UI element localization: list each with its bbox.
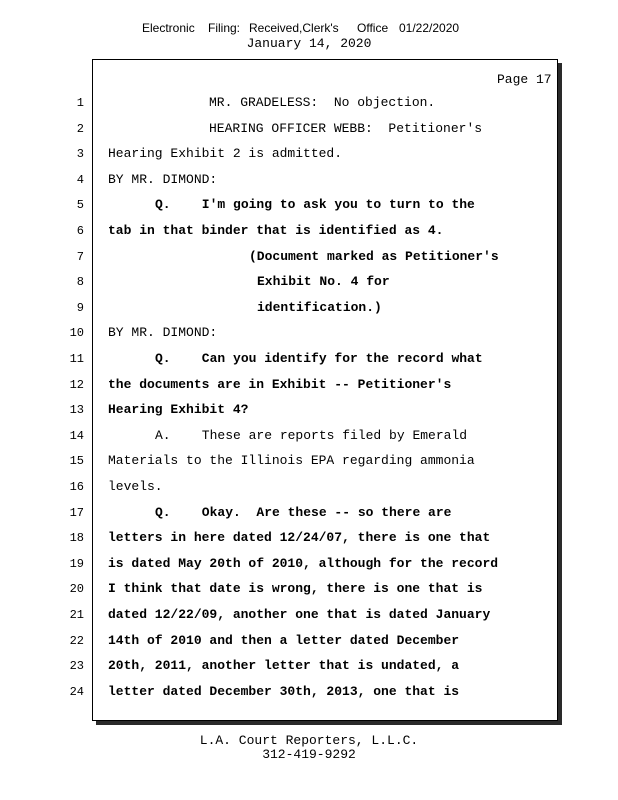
line-number: 22 (69, 633, 84, 648)
transcript-line-text: 20th, 2011, another letter that is undated, a (108, 658, 460, 674)
line-number: 10 (69, 326, 84, 341)
transcript-line-text: tab in that binder that is identified as 4. (108, 223, 444, 238)
line-number: 7 (76, 249, 84, 264)
transcript-line-text: Q. Can you identify for the record what (155, 351, 483, 366)
transcript-line-text: Materials to the Illinois EPA regarding ammonia (108, 453, 475, 469)
line-number: 23 (69, 659, 84, 674)
transcript-line-text: is dated May 20th of 2010, although for the record (108, 555, 499, 571)
line-number: 3 (76, 147, 84, 162)
transcript-line-text: Exhibit No. 4 for (257, 274, 390, 290)
transcript-line-text: (Document marked as Petitioner's (249, 248, 499, 264)
line-number: 12 (69, 377, 84, 392)
transcript-line-text: I think that date is wrong, there is one that is (108, 581, 483, 597)
line-number: 20 (69, 582, 84, 597)
transcript-line-text: Q. I'm going to ask you to turn to the (155, 197, 475, 213)
transcript-line-text: BY MR. DIMOND: (108, 171, 218, 187)
stamp-filing: Filing: (208, 21, 241, 35)
line-number: 9 (76, 300, 84, 315)
transcript-line-text: the documents are in Exhibit -- Petitioner's (108, 376, 452, 392)
line-number: 11 (69, 352, 84, 366)
transcript-line-text: HEARING OFFICER WEBB: Petitioner's (209, 120, 483, 136)
line-number: 19 (69, 556, 84, 571)
transcript-line-text: BY MR. DIMOND: (108, 325, 218, 341)
line-number: 6 (76, 224, 84, 238)
line-number: 2 (76, 121, 84, 136)
footer-phone: 312-419-9292 (262, 747, 356, 762)
transcript-line-text: Q. Okay. Are these -- so there are (155, 504, 452, 520)
footer-company: L.A. Court Reporters, L.L.C. (199, 733, 419, 748)
transcript-line-text: letters in here dated 12/24/07, there is one that (108, 530, 491, 546)
stamp-date: 01/22/2020 (399, 21, 460, 35)
stamp-office: Office (357, 21, 389, 35)
page-number: Page 17 (497, 72, 552, 87)
line-number: 5 (76, 198, 84, 213)
line-number: 15 (69, 454, 84, 469)
transcript-line-text: levels. (108, 479, 163, 494)
transcript-line-text: identification.) (257, 299, 382, 315)
line-number: 8 (76, 275, 84, 290)
stamp-electronic: Electronic (142, 21, 195, 35)
filing-stamp (0, 21, 618, 35)
transcript-line-text: MR. GRADELESS: No objection. (209, 95, 436, 110)
transcript-line-text: Hearing Exhibit 2 is admitted. (108, 146, 343, 162)
line-number: 18 (69, 531, 84, 546)
line-number: 24 (69, 684, 84, 699)
stamp-received: Received,Clerk's (249, 21, 339, 35)
line-number: 13 (69, 403, 84, 418)
transcript-line-text: letter dated December 30th, 2013, one that is (108, 683, 460, 699)
transcript-line-text: Hearing Exhibit 4? (108, 402, 249, 418)
line-number: 4 (76, 172, 84, 187)
line-number: 17 (69, 505, 84, 520)
line-number: 1 (76, 96, 84, 110)
transcript-line-text: 14th of 2010 and then a letter dated December (108, 632, 460, 648)
line-number: 21 (69, 608, 84, 622)
line-number: 14 (69, 428, 84, 443)
transcript-line-text: A. These are reports filed by Emerald (155, 427, 468, 443)
line-number: 16 (69, 480, 84, 494)
header-date: January 14, 2020 (246, 36, 372, 51)
transcript-line-text: dated 12/22/09, another one that is dated January (108, 607, 491, 622)
